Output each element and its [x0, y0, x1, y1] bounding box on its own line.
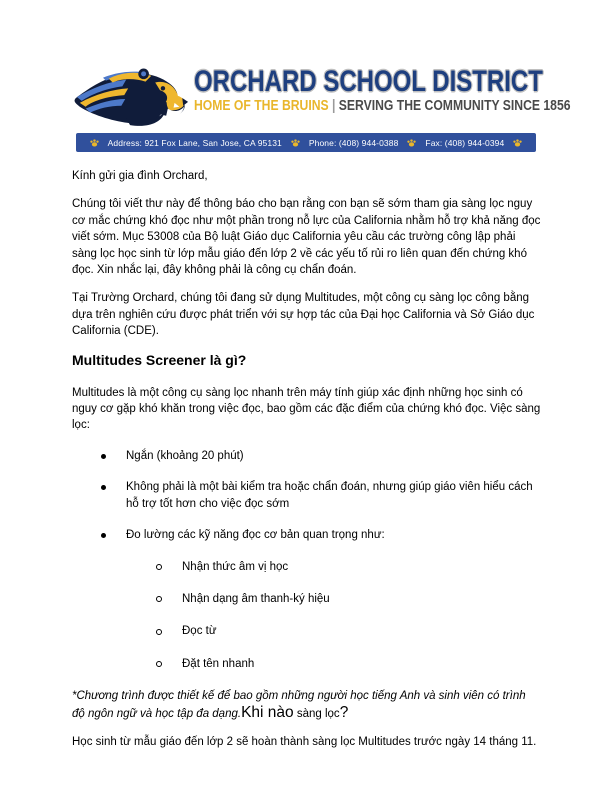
inline-heading-question-mark: ?: [339, 703, 349, 721]
paragraph-screening-date: Học sinh từ mẫu giáo đến lớp 2 sẽ hoàn thành sàng lọc Multitudes trước ngày 14 tháng 11.: [72, 735, 537, 748]
paragraph-screening-notice: Chúng tôi viết thư này để thông báo cho bạn rằng con bạn sẽ sớm tham gia sàng lọc nguy cơ mắc chứng khó đọc như một phần trong nỗ lực của California nhằm hỗ trợ khả năng đọc viết sớm. Mục 53008 của Bộ luật Giáo dục California yêu cầu các trường công lập phải sàng lọc học sinh từ lớp mẫu giáo đến lớp 2 về các yếu tố rủi ro liên quan đến chứng khó đọc. Xin nhắc lại, đây không phải là công cụ chẩn đoán.: [72, 198, 541, 277]
footnote-italic: *Chương trình được thiết kế để bao gồm những người học tiếng Anh và sinh viên có trình độ ngôn ngữ và học tập đa dạng.: [72, 690, 526, 720]
fax-text: Fax: (408) 944-0394: [425, 137, 505, 148]
sub-bullet-rapid-naming: Đặt tên nhanh: [72, 656, 541, 672]
logo-row: [76, 65, 571, 130]
greeting: Kính gửi gia đình Orchard,: [72, 170, 208, 182]
tagline: [194, 98, 571, 114]
title-block: [194, 65, 571, 115]
section-heading-what-is-multitudes: Multitudes Screener là gì?: [72, 351, 247, 368]
paragraph-screener-description: Multitudes là một công cụ sàng lọc nhanh trên máy tính giúp xác định những học sinh có nguy cơ gặp khó khăn trong việc đọc, bao gồm các đặc điểm của chứng khó đọc. Việc sàng lọc:: [72, 386, 541, 432]
phone-text: Phone: (408) 944-0388: [308, 137, 399, 148]
paragraph-multitudes-intro: Tại Trường Orchard, chúng tôi đang sử dụng Multitudes, một công cụ sàng lọc công bằng dựa trên nghiên cứu được phát triển với sự hợp tác của Đại học California và Sở Giáo dục California (CDE).: [72, 292, 535, 338]
bruin-tiger-logo: [74, 66, 190, 130]
inline-heading-when-big: Khi nào: [241, 703, 294, 721]
district-name: ORCHARD SCHOOL DISTRICT: [194, 65, 543, 98]
tagline-separator: |: [332, 98, 336, 114]
bullet-item-measures-skills: Đo lường các kỹ năng đọc cơ bản quan trọng như:: [72, 527, 541, 543]
inline-heading-when-small: sàng lọc: [293, 707, 340, 720]
tagline-serving-community: SERVING THE COMMUNITY SINCE 1856: [338, 98, 571, 114]
contact-bar: [76, 133, 536, 152]
sub-bullet-sound-symbol: Nhận dạng âm thanh-ký hiệu: [72, 591, 541, 607]
address-text: Address: 921 Fox Lane, San Jose, CA 95131: [107, 137, 282, 148]
paw-icon: [90, 139, 99, 147]
paw-icon: [291, 139, 300, 147]
paw-icon: [407, 139, 416, 147]
bullet-item-not-a-test: Không phải là một bài kiểm tra hoặc chẩn đoán, nhưng giúp giáo viên hiểu cách hỗ trợ tốt hơn cho việc đọc sớm: [72, 479, 541, 512]
letter-body: [72, 168, 541, 762]
paw-icon: [513, 139, 522, 147]
measured-skills-list: [72, 559, 541, 673]
sub-bullet-phonological-awareness: Nhận thức âm vị học: [72, 559, 541, 575]
footnote-with-inline-heading: [72, 688, 541, 722]
screening-feature-list: [72, 448, 541, 544]
sub-bullet-word-reading: Đọc từ: [72, 623, 541, 639]
bullet-item-short: Ngắn (khoảng 20 phút): [72, 448, 541, 464]
district-header: [76, 65, 571, 152]
tagline-home-of-the-bruins: HOME OF THE BRUINS: [194, 98, 329, 114]
